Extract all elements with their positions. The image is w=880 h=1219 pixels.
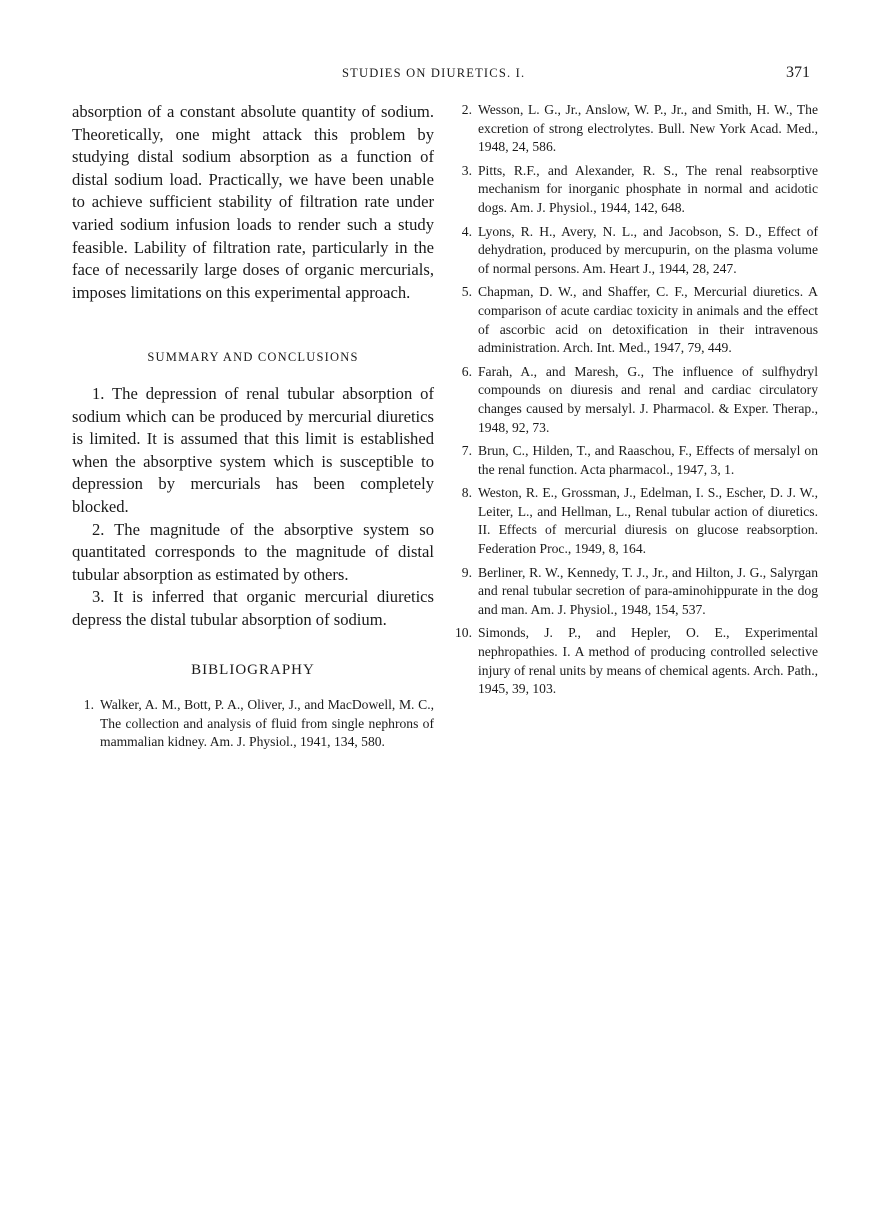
reference-item xyxy=(448,624,818,698)
continued-paragraph: absorption of a constant absolute quantity of sodium. Theoretically, one might attack this problem by studying distal sodium absorption as a function of distal sodium load. Practically, we have been unable to achieve sufficient stability of filtration rate under varied sodium infusion loads to render such a study feasible. Lability of filtration rate, particularly in the face of necessarily large doses of organic mercurials, imposes limitations on this experimental approach. xyxy=(72,102,434,302)
reference-number: 9. xyxy=(461,564,472,580)
reference-number: 6. xyxy=(461,363,472,379)
reference-item xyxy=(448,283,818,357)
bibliography-heading: BIBLIOGRAPHY xyxy=(191,662,315,679)
reference-number: 3. xyxy=(461,162,472,178)
summary-point: 3. It is inferred that organic mercurial diuretics depress the distal tubular absorption of sodium. xyxy=(72,587,434,629)
reference-text: Farah, A., and Maresh, G., The influence of sulfhydryl compounds on diuresis and renal and cardiac circulatory changes caused by mersalyl. J. Pharmacol. & Exper. Therap., 1948, 92, 73. xyxy=(478,363,818,435)
reference-text: Chapman, D. W., and Shaffer, C. F., Mercurial diuretics. A comparison of acute cardiac toxicity in animals and the effect of ascorbic acid on detoxification in their intravenous administration. Arch. Int. Med., 1947, 79, 449. xyxy=(478,284,818,356)
running-head: STUDIES ON DIURETICS. I. xyxy=(342,66,526,80)
reference-item xyxy=(448,223,818,279)
reference-text: Lyons, R. H., Avery, N. L., and Jacobson, S. D., Effect of dehydration, produced by mercupurin, on the plasma volume of normal persons. Am. Heart J., 1944, 28, 247. xyxy=(478,223,818,276)
reference-number: 5. xyxy=(461,284,472,300)
reference-item xyxy=(448,442,818,479)
summary-heading: SUMMARY AND CONCLUSIONS xyxy=(147,350,359,365)
page-number: 371 xyxy=(786,64,810,81)
reference-text: Brun, C., Hilden, T., and Raaschou, F., Effects of mersalyl on the renal function. Acta pharmacol., 1947, 3, 1. xyxy=(478,443,818,477)
page-header xyxy=(72,66,810,86)
reference-number: 4. xyxy=(461,223,472,239)
reference-text: Berliner, R. W., Kennedy, T. J., Jr., and Hilton, J. G., Salyrgan and renal tubular secretion of para-aminohippurate in the dog and man. Am. J. Physiol., 1948, 154, 537. xyxy=(478,564,818,617)
left-column xyxy=(72,101,434,752)
right-column xyxy=(448,101,818,704)
reference-text: Weston, R. E., Grossman, J., Edelman, I. S., Escher, D. J. W., Leiter, L., and Hellman, L., Renal tubular action of diuretics. II. Effects of mercurial diuresis on glucose reabsorption. Federation Proc., 1949, 8, 164. xyxy=(478,485,818,557)
reference-item xyxy=(448,101,818,157)
reference-item xyxy=(448,162,818,218)
summary-point: 2. The magnitude of the absorptive system so quantitated corresponds to the magnitude of distal tubular absorption as estimated by others. xyxy=(72,519,434,584)
reference-item xyxy=(448,484,818,558)
reference-number: 1. xyxy=(83,697,94,713)
reference-text: Walker, A. M., Bott, P. A., Oliver, J., and MacDowell, M. C., The collection and analysis of fluid from single nephrons of mammalian kidney. Am. J. Physiol., 1941, 134, 580. xyxy=(100,697,434,750)
reference-text: Simonds, J. P., and Hepler, O. E., Experimental nephropathies. I. A method of producing controlled selective injury of renal units by means of chemical agents. Arch. Path., 1945, 39, 103. xyxy=(478,625,818,697)
reference-item xyxy=(72,696,434,752)
reference-number: 10. xyxy=(455,625,472,641)
reference-number: 2. xyxy=(461,102,472,117)
reference-item xyxy=(448,363,818,437)
reference-item xyxy=(448,564,818,620)
reference-number: 7. xyxy=(461,443,472,459)
summary-point: 1. The depression of renal tubular absorption of sodium which can be produced by mercurial diuretics is limited. It is assumed that this limit is established when the absorptive system which is susceptible to depression by mercurials has been completely blocked. xyxy=(72,383,434,516)
reference-number: 8. xyxy=(461,485,472,501)
reference-text: Pitts, R.F., and Alexander, R. S., The renal reabsorptive mechanism for inorganic phosphate in normal and acidotic dogs. Am. J. Physiol., 1944, 142, 648. xyxy=(478,162,818,215)
reference-text: Wesson, L. G., Jr., Anslow, W. P., Jr., and Smith, H. W., The excretion of strong electrolytes. Bull. New York Acad. Med., 1948, 24, 586. xyxy=(478,102,818,155)
